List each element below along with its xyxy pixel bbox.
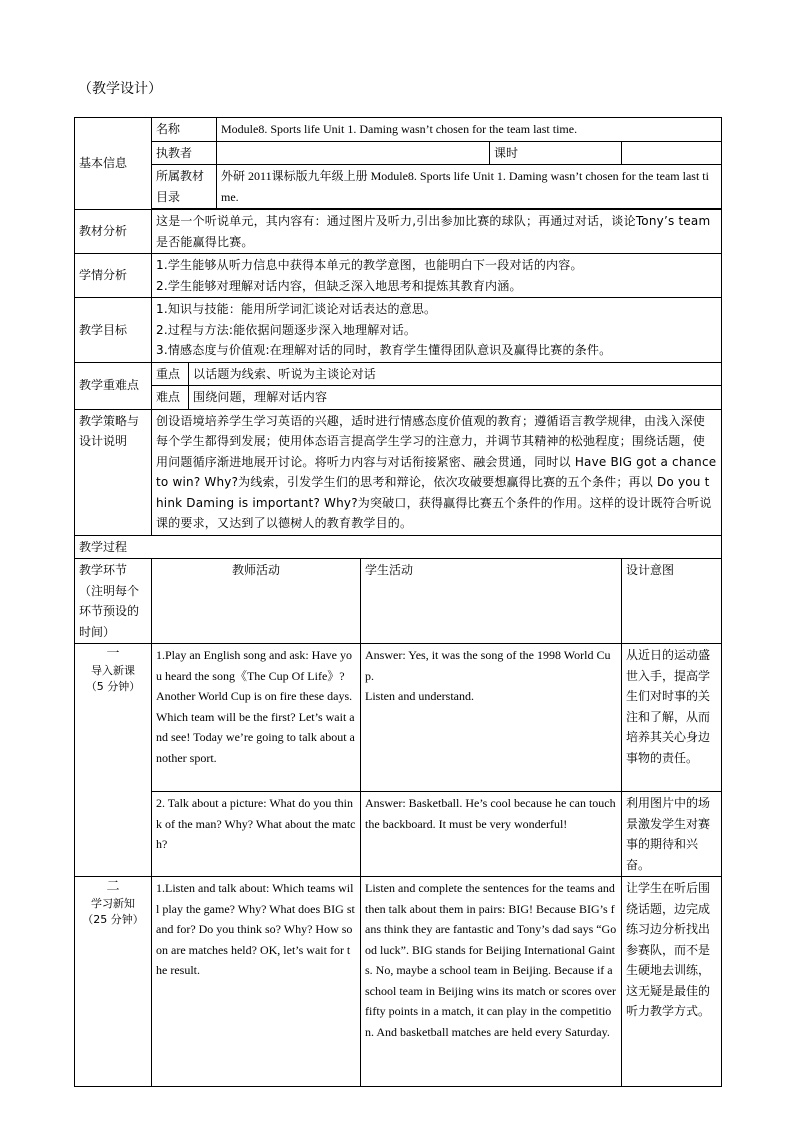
stage-number: 二 xyxy=(106,879,120,894)
student-activity xyxy=(361,792,622,877)
stage-cell xyxy=(75,644,152,877)
header-intent: 设计意图 xyxy=(622,559,722,644)
teacher-activity: 1.Listen and talk about: Which teams will play the game? Why? What does BIG stand for? Do you think so? Why? How soon are matches held? OK, let’s wait for the result. xyxy=(152,877,361,1087)
period-value xyxy=(622,141,722,165)
goal-line: 3.情感态度与价值观:在理解对话的同时，教育学生懂得团队意识及赢得比赛的条件。 xyxy=(156,343,612,357)
key-point-label: 重点 xyxy=(152,362,189,386)
basic-info-label: 基本信息 xyxy=(75,118,152,210)
stage-name: 导入新课 xyxy=(91,664,135,677)
header-student: 学生活动 xyxy=(361,559,622,644)
goal-line: 2.过程与方法:能依据问题逐步深入地理解对话。 xyxy=(156,322,417,337)
key-point-value: 以话题为线索、听说为主谈论对话 xyxy=(189,362,722,386)
textbook-analysis-label: 教材分析 xyxy=(75,210,152,254)
design-intent: 让学生在听后围绕话题，边完成练习边分析找出参赛队，而不是生硬地去训练，这无疑是最佳的听力教学方式。 xyxy=(622,877,722,1087)
teacher-activity: 1.Play an English song and ask: Have you heard the song《The Cup Of Life》? Another World Cup is on fire these days. Which team will be the first? Let’s wait and see! Today we’re going to talk about another sport. xyxy=(152,644,361,792)
student-analysis-label: 学情分析 xyxy=(75,254,152,298)
strategy-value: 创设语境培养学生学习英语的兴趣，适时进行情感态度价值观的教育；遵循语言教学规律，由浅入深使每个学生都得到发展；使用体态语言提高学生学习的注意力，并调节其精神的松弛程度；围绕话题，使用问题循序渐进地展开讨论。将听力内容与对话衔接紧密、融会贯通，同时以 Have BIG got a chance to win? Why?为线索，引发学生们的思考和辩论，依次攻破要想赢得比赛的五个条件；再以 Do you think Daming is important? Why?为突破口，获得赢得比赛五个条件的作用。这样的设计既符合听说课的要求，又达到了以德树人的教育教学目的。 xyxy=(152,409,722,535)
student-analysis-line: 2.学生能够对理解对话内容，但缺乏深入地思考和提炼其教育内涵。 xyxy=(156,278,522,293)
teacher-label: 执教者 xyxy=(152,141,217,165)
stage-time: （25 分钟） xyxy=(82,913,144,926)
student-activity-line: Listen and understand. xyxy=(365,689,474,703)
lesson-plan-table xyxy=(74,117,722,1087)
student-activity-line: Answer: Basketball. He’s cool because he can touch the backboard. It must be very wonderful! xyxy=(365,796,616,831)
name-label: 名称 xyxy=(152,118,217,142)
name-value: Module8. Sports life Unit 1. Daming wasn’t chosen for the team last time. xyxy=(217,118,722,142)
key-difficult-label: 教学重难点 xyxy=(75,362,152,409)
teaching-goals-label: 教学目标 xyxy=(75,298,152,363)
strategy-label: 教学策略与设计说明 xyxy=(75,409,152,535)
textbook-analysis-value: 这是一个听说单元，其内容有：通过图片及听力,引出参加比赛的球队；再通过对话，谈论Tony’s team 是否能赢得比赛。 xyxy=(152,210,722,254)
student-activity xyxy=(361,644,622,792)
header-teacher: 教师活动 xyxy=(152,559,361,644)
stage-time: （5 分钟） xyxy=(85,680,141,693)
difficulty-value: 围绕问题，理解对话内容 xyxy=(189,386,722,410)
period-label: 课时 xyxy=(490,141,622,165)
stage-name: 学习新知 xyxy=(91,897,135,910)
student-activity-line: Answer: Yes, it was the song of the 1998 World Cup. xyxy=(365,648,611,683)
student-analysis-value xyxy=(152,254,722,298)
student-activity-line: Listen and complete the sentences for the teams and then talk about them in pairs: BIG! Because BIG’s fans think they are fantastic and Tony’s dad says “Good luck”. BIG stands for Beijing International Gaints. No, maybe a school team in Beijing. Because if a school team in Beijing wins its match or scores over fifty points in a match, it can play in the competition. And basketball matches are held every Saturday. xyxy=(365,881,617,1039)
difficulty-label: 难点 xyxy=(152,386,189,410)
teacher-value xyxy=(217,141,490,165)
header-stage: 教学环节（注明每个环节预设的时间） xyxy=(75,559,152,644)
process-title: 教学过程 xyxy=(75,535,722,559)
student-activity xyxy=(361,877,622,1087)
catalog-label: 所属教材目录 xyxy=(152,165,217,209)
goal-line: 1.知识与技能：能用所学词汇谈论对话表达的意思。 xyxy=(156,302,437,316)
teaching-goals-value xyxy=(152,298,722,363)
design-intent: 利用图片中的场景激发学生对赛事的期待和兴奋。 xyxy=(622,792,722,877)
stage-cell xyxy=(75,877,152,1087)
catalog-value: 外研 2011课标版九年级上册 Module8. Sports life Unit 1. Daming wasn’t chosen for the team last time. xyxy=(217,165,722,209)
student-analysis-line: 1.学生能够从听力信息中获得本单元的教学意图，也能明白下一段对话的内容。 xyxy=(156,258,583,272)
document-title: （教学设计） xyxy=(78,81,162,97)
stage-number: 一 xyxy=(106,646,120,661)
design-intent: 从近日的运动盛世入手，提高学生们对时事的关注和了解，从而培养其关心身边事物的责任。 xyxy=(622,644,722,792)
teacher-activity: 2. Talk about a picture: What do you think of the man? Why? What about the match? xyxy=(152,792,361,877)
